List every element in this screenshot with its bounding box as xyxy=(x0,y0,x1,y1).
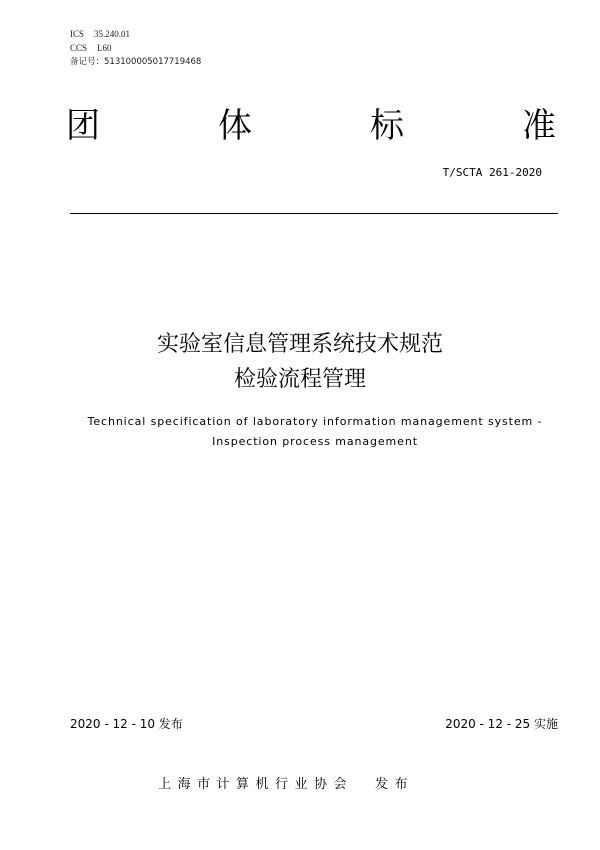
title-char-3: 标 xyxy=(370,106,404,146)
document-title-en-line2: Inspection process management xyxy=(212,435,418,448)
title-char-4: 准 xyxy=(522,106,556,146)
document-title-cn-line2: 检验流程管理 xyxy=(233,367,366,392)
implement-date: 2020 - 12 - 25 实施 xyxy=(445,717,558,731)
title-char-2: 体 xyxy=(218,106,252,146)
publish-date: 2020 - 12 - 10 发布 xyxy=(70,717,183,731)
publisher-name: 上海市计算机行业协会 xyxy=(158,777,354,792)
ccs-value: L60 xyxy=(97,43,112,53)
standard-type-title xyxy=(66,106,556,146)
ics-value: 35.240.01 xyxy=(94,29,131,39)
document-title-en-line1: Technical specification of laboratory information management system - xyxy=(87,415,543,428)
title-char-1: 团 xyxy=(66,106,100,146)
ics-code xyxy=(70,29,130,40)
publisher-line xyxy=(158,777,414,793)
publisher-action: 发布 xyxy=(375,777,415,792)
header-divider xyxy=(70,213,558,214)
document-title-cn-line1: 实验室信息管理系统技术规范 xyxy=(156,332,443,357)
ccs-label: CCS xyxy=(70,43,88,53)
ccs-code xyxy=(70,43,112,54)
ics-label: ICS xyxy=(70,29,85,39)
registration-number: 备记号：513100005017719468 xyxy=(70,57,202,67)
standard-code: T/SCTA 261-2020 xyxy=(442,166,542,179)
